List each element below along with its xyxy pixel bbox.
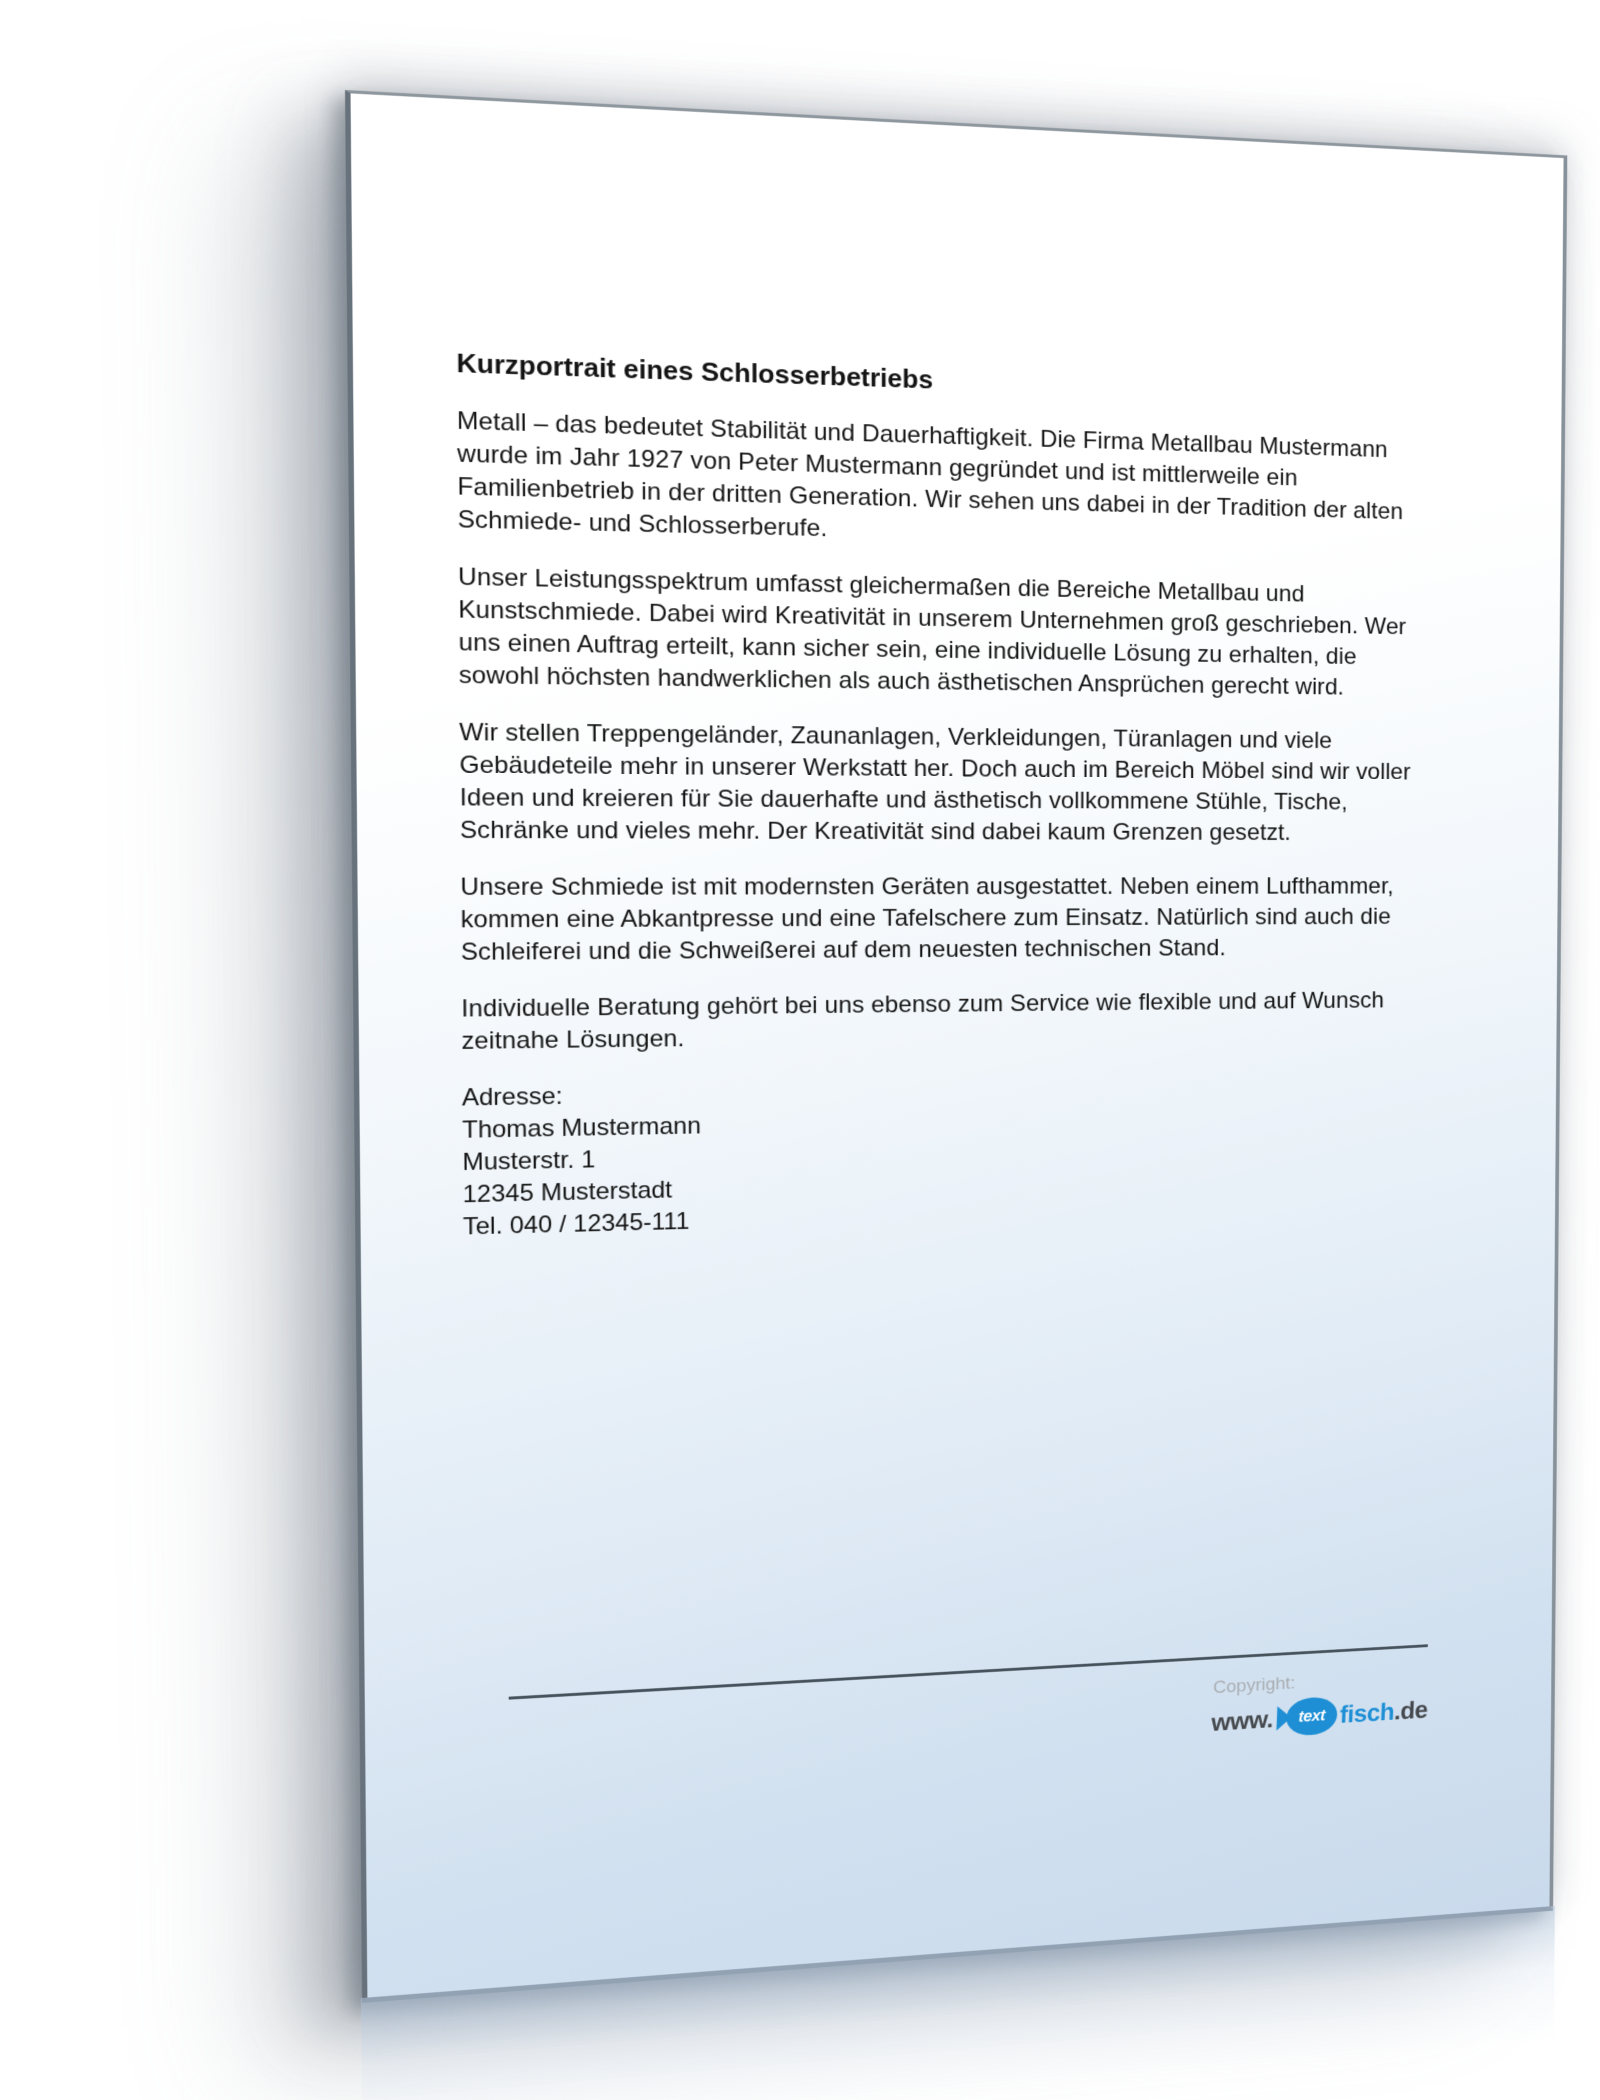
address-line-city: 12345 Musterstadt <box>462 1176 673 1209</box>
logo-fisch-text: fisch <box>1339 1696 1395 1729</box>
fish-icon <box>1276 1696 1338 1737</box>
document-paragraph-2: Unser Leistungsspektrum umfasst gleichermaßen die Bereiche Metallbau und Kunstschmiede. Dabei wird Kreativität in unserem Unternehmen groß geschrieben. Wer uns einen Auftrag erteilt, kann sicher sein, eine individuelle Lösung zu erhalten, die sowohl höchsten handwerklichen als auch ästhetischen Ansprüchen gerecht wird. <box>457 563 1407 701</box>
document-paragraph-4: Unsere Schmiede ist mit modernsten Geräten ausgestattet. Neben einem Lufthammer, kommen eine Abkantpresse und eine Tafelschere zum Einsatz. Natürlich sind auch die Schleiferei und die Schweißerei auf dem neuesten technischen Stand. <box>460 873 1394 966</box>
document-paragraph-1: Metall – das bedeutet Stabilität und Dauerhaftigkeit. Die Firma Metallbau Mustermann wurde im Jahr 1927 von Peter Mustermann gegründet und ist mittlerweile ein Familienbetrieb in der dritten Generation. Wir sehen uns dabei in der Tradition der alten Schmiede- und Schlosserberufe. <box>456 407 1404 543</box>
textfisch-logo <box>1210 1691 1428 1742</box>
logo-www-text: www. <box>1210 1704 1274 1737</box>
logo-tld-text: .de <box>1393 1694 1429 1725</box>
address-label: Adresse: <box>461 1082 563 1112</box>
address-line-phone: Tel. 040 / 12345-111 <box>462 1208 690 1241</box>
address-block <box>462 1068 1478 1244</box>
address-line-street: Musterstr. 1 <box>462 1146 596 1177</box>
footer-brand <box>1211 1665 1428 1742</box>
fish-body: text <box>1285 1696 1337 1737</box>
document-paragraph-3: Wir stellen Treppengeländer, Zaunanlagen, Verkleidungen, Türanlagen und viele Gebäudeteile mehr in unserer Werkstatt her. Doch auch im Bereich Möbel sind wir voller Ideen und kreieren für Sie dauerhafte und ästhetisch vollkommene Stühle, Tische, Schränke und vieles mehr. Der Kreativität sind dabei kaum Grenzen gesetzt. <box>459 718 1411 846</box>
address-line-name: Thomas Mustermann <box>462 1112 701 1144</box>
document-paragraph-5: Individuelle Beratung gehört bei uns ebenso zum Service wie flexible und auf Wunsch zeitnahe Lösungen. <box>461 987 1385 1055</box>
document-page <box>345 90 1567 2003</box>
copyright-label: Copyright: <box>1213 1673 1296 1698</box>
document-title: Kurzportrait eines Schlosserbetriebs <box>456 347 934 395</box>
document-body <box>456 345 1482 1243</box>
